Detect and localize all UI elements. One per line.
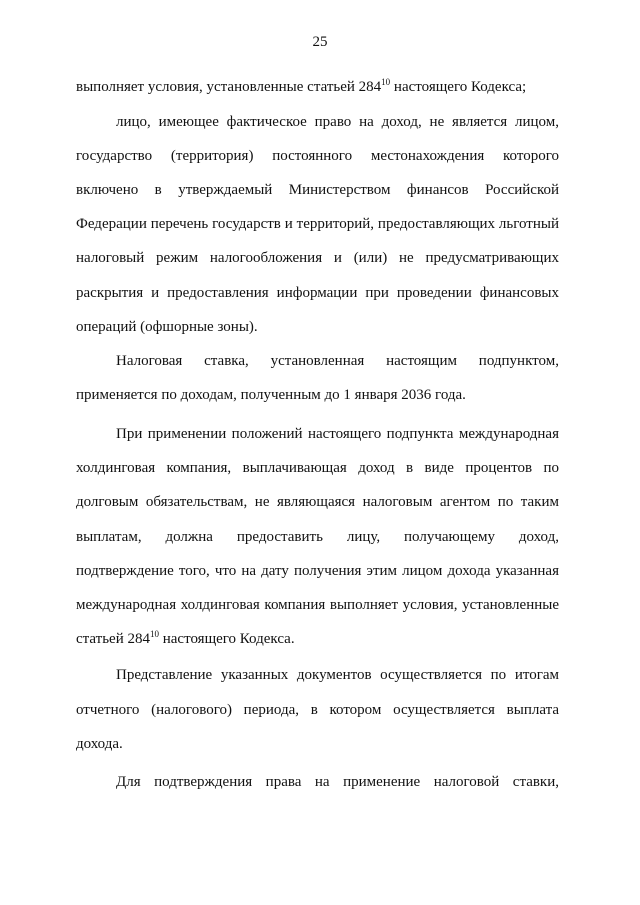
text-line: выплатам, должна предоставить лицу, получающему доход, — [76, 529, 559, 545]
text-line: международная холдинговая компания выполняет условия, установленные — [76, 597, 559, 613]
page-number: 25 — [312, 34, 328, 50]
text-line: долговым обязательствам, не являющаяся налоговым агентом по таким — [76, 494, 559, 510]
text-line: отчетного (налогового) периода, в котором осуществляется выплата — [76, 702, 559, 718]
text-line: Налоговая ставка, установленная настоящим подпунктом, — [116, 353, 559, 369]
text-line: дохода. — [76, 736, 123, 752]
text-line: холдинговая компания, выплачивающая доход в виде процентов по — [76, 460, 559, 476]
text-line — [76, 630, 559, 648]
superscript: 10 — [150, 629, 159, 639]
line-text-tail: настоящего Кодекса; — [390, 79, 527, 95]
text-line: включено в утверждаемый Министерством финансов Российской — [76, 182, 559, 198]
line-text-tail: настоящего Кодекса. — [159, 631, 295, 647]
text-line: Федерации перечень государств и территорий, предоставляющих льготный — [76, 216, 559, 232]
text-line: лицо, имеющее фактическое право на доход, не является лицом, — [116, 114, 559, 130]
line-text: выполняет условия, установленные статьей 284 — [76, 79, 382, 95]
line-text: статьей 284 — [76, 631, 150, 647]
text-line — [76, 78, 559, 96]
text-line: раскрытия и предоставления информации при проведении финансовых — [76, 285, 559, 301]
text-line: При применении положений настоящего подпункта международная — [116, 426, 559, 442]
text-line: Для подтверждения права на применение налоговой ставки, — [116, 774, 559, 790]
text-line: налоговый режим налогообложения и (или) не предусматривающих — [76, 250, 559, 266]
text-line: операций (офшорные зоны). — [76, 319, 258, 335]
text-line: Представление указанных документов осуществляется по итогам — [116, 667, 559, 683]
superscript: 10 — [381, 77, 391, 87]
text-line: государство (территория) постоянного местонахождения которого — [76, 148, 559, 164]
text-line: применяется по доходам, полученным до 1 января 2036 года. — [76, 387, 466, 403]
text-line: подтверждение того, что на дату получения этим лицом дохода указанная — [76, 563, 559, 579]
